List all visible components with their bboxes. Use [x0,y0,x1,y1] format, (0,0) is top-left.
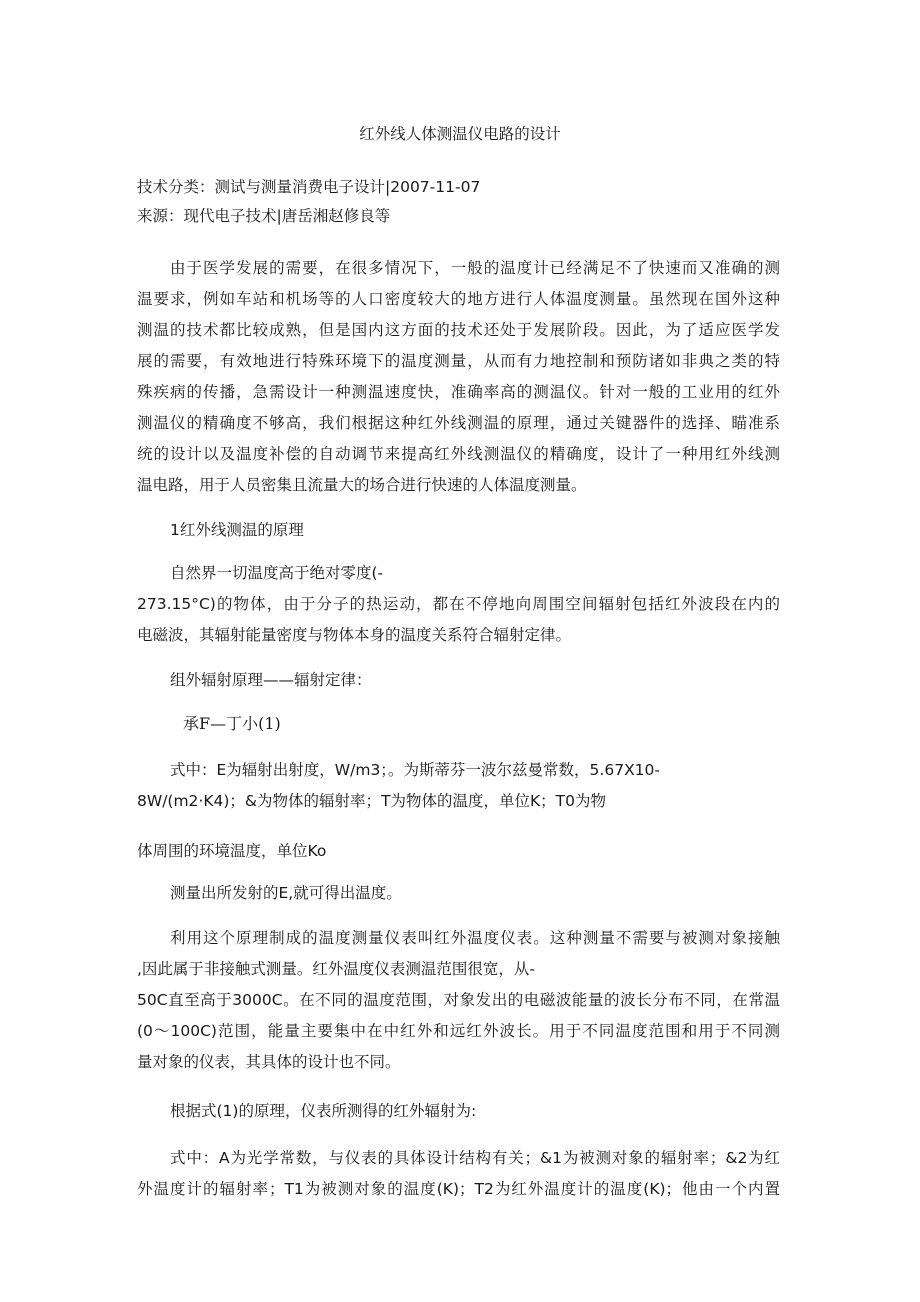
intro-line: 由于医学发展的需要，在很多情况下，一般的温度计已经满足不了快速而又准确的测 [170,259,780,277]
instrument-line: 量对象的仪表，其具体的设计也不同。 [137,1053,401,1071]
formula2-desc-line: 外温度计的辐射率；T1为被测对象的温度(K)；T2为红外温度计的温度(K)；他由一个内置 [137,1180,780,1198]
intro-line: 温电路，用于人员密集且流量大的场合进行快速的人体温度测量。 [137,476,587,494]
principle-line: 273.15°C)的物体，由于分子的热运动，都在不停地向周围空间辐射包括红外波段在内的 [137,595,780,613]
law-heading: 组外辐射原理——辐射定律： [170,671,372,689]
intro-line: 展的需要，有效地进行特殊环境下的温度测量，从而有力地控制和预防诸如非典之类的特 [137,352,780,370]
intro-line: 统的设计以及温度补偿的自动调节来提高红外线测温仪的精确度，设计了一种用红外线测 [137,445,780,463]
formula-desc-line: 式中：E为辐射出射度，W/m3；。为斯蒂芬一波尔兹曼常数，5.67X10- [170,761,661,779]
principle-line: 自然界一切温度高于绝对零度(- [170,564,384,582]
instrument-line: ,因此属于非接触式测量。红外温度仪表测温范围很宽，从- [137,960,536,978]
instrument-line: (0～100C)范围，能量主要集中在中红外和远红外波长。用于不同温度范围和用于不同测 [137,1022,780,1040]
formula2-desc-line: 式中：A为光学常数，与仪表的具体设计结构有关；&1为被测对象的辐射率；&2为红 [170,1149,780,1167]
formula-1: 承F—丁小(1) [183,714,281,733]
intro-line: 测温的技术都比较成熟，但是国内这方面的技术还处于发展阶段。因此，为了适应医学发 [137,321,780,339]
intro-line: 测温仪的精确度不够高，我们根据这种红外线测温的原理，通过关键器件的选择、瞄准系 [137,414,780,432]
intro-line: 殊疾病的传播，急需设计一种测温速度快，准确率高的测温仪。针对一般的工业用的红外 [137,383,780,401]
instrument-line: 50C直至高于3000C。在不同的温度范围，对象发出的电磁波能量的波长分布不同，在常温 [137,991,780,1009]
principle-line: 电磁波，其辐射能量密度与物体本身的温度关系符合辐射定律。 [137,626,572,644]
instrument-line: 利用这个原理制成的温度测量仪表叫红外温度仪表。这种测量不需要与被测对象接触 [170,929,780,947]
formula2-intro: 根据式(1)的原理，仪表所测得的红外辐射为: [170,1102,477,1120]
meta-category: 技术分类：测试与测量消费电子设计|2007-11-07 [137,178,481,196]
document-title: 红外线人体测温仪电路的设计 [359,125,561,143]
formula-desc-line: 8W/(m2·K4)；&为物体的辐射率；T为物体的温度，单位K；T0为物 [137,792,606,810]
intro-line: 温要求，例如车站和机场等的人口密度较大的地方进行人体温度测量。虽然现在国外这种 [137,290,780,308]
meta-source: 来源：现代电子技术|唐岳湘赵修良等 [137,207,391,225]
section-heading: 1红外线测温的原理 [170,521,304,539]
formula-desc-line: 体周围的环境温度，单位Ko [137,842,327,860]
measure-line: 测量出所发射的E,就可得出温度。 [170,884,402,902]
